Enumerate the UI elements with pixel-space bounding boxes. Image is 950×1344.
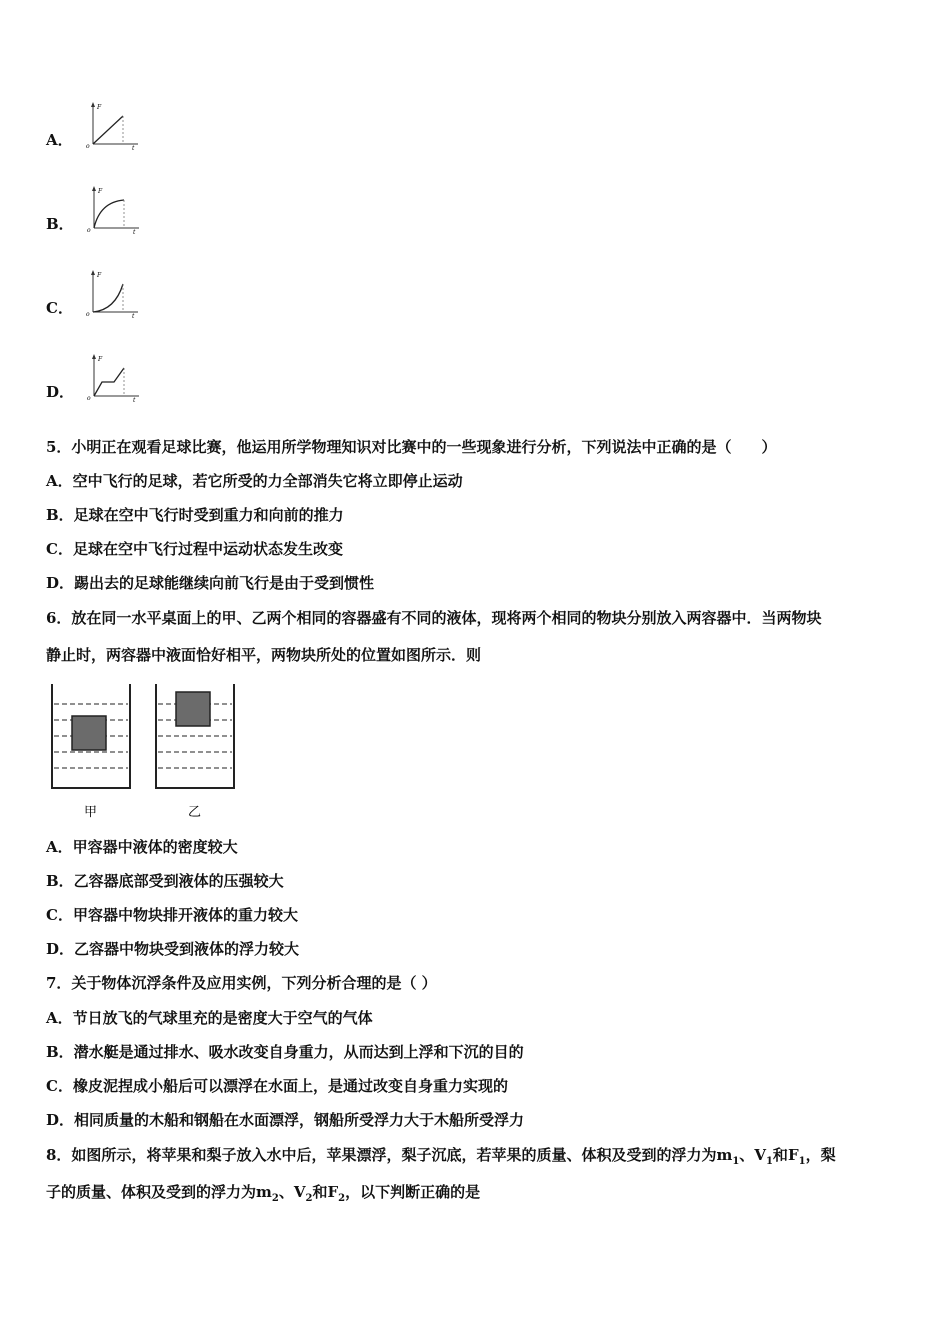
q6-stem-line2: 静止时，两容器中液面恰好相平，两物块所处的位置如图所示．则 xyxy=(46,646,482,664)
axis-y-label: F xyxy=(96,272,102,279)
force-time-graph-concave-up xyxy=(83,268,143,318)
q6-option-b[interactable]: B．乙容器底部受到液体的压强较大 xyxy=(46,872,284,890)
axis-x-label: t xyxy=(133,397,136,402)
axis-x-label: t xyxy=(131,145,135,150)
option-label: A． xyxy=(46,131,73,149)
symbol-m1: m xyxy=(716,1146,733,1164)
q8-line2-end: ，以下判断正确的是 xyxy=(345,1183,481,1201)
symbol-f2: F xyxy=(327,1183,339,1201)
symbol-v2: V xyxy=(293,1183,306,1201)
origin-label: o xyxy=(85,143,90,150)
q5-stem: 5．小明正在观看足球比赛，他运用所学物理知识对比赛中的一些现象进行分析，下列说法中正确的是（ ） xyxy=(46,438,777,456)
conjunction: 和 xyxy=(312,1183,328,1201)
block-floating xyxy=(176,692,210,726)
axis-x-label: t xyxy=(131,313,135,318)
q7-stem: 7．关于物体沉浮条件及应用实例，下列分析合理的是（ ） xyxy=(46,974,437,992)
q7-option-a[interactable]: A．节日放飞的气球里充的是密度大于空气的气体 xyxy=(46,1009,373,1027)
q5-option-a[interactable]: A．空中飞行的足球，若它所受的力全部消失它将立即停止运动 xyxy=(46,472,463,490)
q6-option-a[interactable]: A．甲容器中液体的密度较大 xyxy=(46,838,238,856)
q8-stem-line2 xyxy=(46,1182,480,1209)
symbol-m2: m xyxy=(256,1183,272,1201)
symbol-m2-sub: 2 xyxy=(271,1193,279,1204)
container-label-jia: 甲 xyxy=(84,805,98,820)
option-a-graph[interactable] xyxy=(46,100,143,150)
q8-line1-end: ，梨 xyxy=(805,1146,836,1164)
option-label: D． xyxy=(46,383,75,401)
symbol-v1: V xyxy=(754,1146,766,1164)
option-label: B． xyxy=(46,215,74,233)
force-time-graph-concave-down xyxy=(84,184,144,234)
force-time-graph-linear xyxy=(83,100,143,150)
separator: 、 xyxy=(739,1146,755,1164)
q8-stem-line1 xyxy=(46,1145,836,1172)
separator: 、 xyxy=(278,1183,294,1201)
q7-option-b[interactable]: B．潜水艇是通过排水、吸水改变自身重力，从而达到上浮和下沉的目的 xyxy=(46,1043,524,1061)
axis-x-label: t xyxy=(132,229,136,234)
option-label: C． xyxy=(46,299,73,317)
q8-line2-text: 子的质量、体积及受到的浮力为 xyxy=(46,1183,257,1201)
q6-stem-line1: 6．放在同一水平桌面上的甲、乙两个相同的容器盛有不同的液体，现将两个相同的物块分别放入两容器中．当两物块 xyxy=(46,609,822,627)
q8-line1-text: 8．如图所示，将苹果和梨子放入水中后，苹果漂浮，梨子沉底，若苹果的质量、体积及受到的浮力为 xyxy=(46,1146,717,1164)
symbol-v2-sub: 2 xyxy=(305,1193,313,1204)
origin-label: o xyxy=(85,311,90,318)
q5-option-b[interactable]: B．足球在空中飞行时受到重力和向前的推力 xyxy=(46,506,344,524)
axis-y-label: F xyxy=(98,356,103,363)
symbol-f1-sub: 1 xyxy=(798,1156,806,1167)
q7-option-d[interactable]: D．相同质量的木船和钢船在水面漂浮，钢船所受浮力大于木船所受浮力 xyxy=(46,1111,525,1129)
q6-option-d[interactable]: D．乙容器中物块受到液体的浮力较大 xyxy=(46,940,300,958)
q6-option-c[interactable]: C．甲容器中物块排开液体的重力较大 xyxy=(46,906,298,924)
container-label-yi: 乙 xyxy=(188,805,202,820)
q6-containers-figure xyxy=(46,682,246,831)
option-d-graph[interactable] xyxy=(46,352,144,402)
containers-diagram xyxy=(46,682,246,827)
option-b-graph[interactable] xyxy=(46,184,144,234)
q5-option-c[interactable]: C．足球在空中飞行过程中运动状态发生改变 xyxy=(46,540,343,558)
origin-label: o xyxy=(87,395,91,402)
conjunction: 和 xyxy=(772,1146,788,1164)
option-c-graph[interactable] xyxy=(46,268,143,318)
symbol-f2-sub: 2 xyxy=(338,1193,346,1204)
symbol-v1-sub: 1 xyxy=(765,1156,773,1167)
symbol-m1-sub: 1 xyxy=(732,1156,740,1167)
origin-label: o xyxy=(86,227,91,234)
symbol-f1: F xyxy=(787,1146,799,1164)
q5-option-d[interactable]: D．踢出去的足球能继续向前飞行是由于受到惯性 xyxy=(46,574,375,592)
axis-y-label: F xyxy=(97,188,102,195)
force-time-graph-step xyxy=(84,352,144,402)
q7-option-c[interactable]: C．橡皮泥捏成小船后可以漂浮在水面上，是通过改变自身重力实现的 xyxy=(46,1077,508,1095)
axis-y-label: F xyxy=(96,104,101,111)
block-submerged xyxy=(72,716,106,750)
